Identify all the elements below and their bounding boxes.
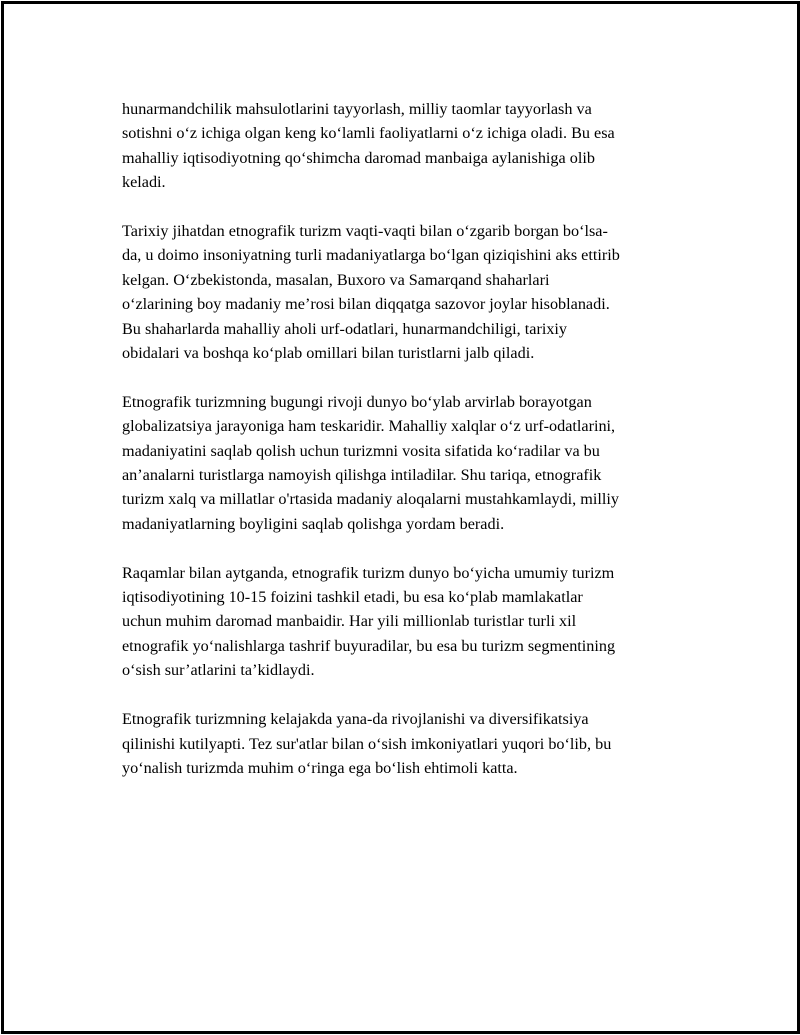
text-line: madaniyatini saqlab qolish uchun turizmni vosita sifatida ko‘radilar va bu (122, 441, 600, 460)
text-line: yo‘nalish turizmda muhim o‘ringa ega bo‘lish ehtimoli katta. (122, 758, 518, 777)
text-line: o‘zlarining boy madaniy me’rosi bilan diqqatga sazovor joylar hisoblanadi. (122, 295, 610, 314)
text-line: da, u doimo insoniyatning turli madaniyatlarga bo‘lgan qiziqishini aks ettirib (122, 246, 620, 265)
text-line: hunarmandchilik mahsulotlarini tayyorlash, milliy taomlar tayyorlash va (122, 100, 592, 118)
text-line: iqtisodiyotining 10-15 foizini tashkil etadi, bu esa ko‘plab mamlakatlar (122, 588, 583, 607)
text-line: Etnografik turizmning kelajakda yana-da rivojlanishi va diversifikatsiya (122, 710, 589, 729)
page-border (1, 1, 800, 1034)
text-line: Bu shaharlarda mahalliy aholi urf-odatlari, hunarmandchiligi, tarixiy (122, 319, 568, 338)
text-line: obidalari va boshqa ko‘plab omillari bilan turistlarni jalb qiladi. (122, 344, 535, 363)
paragraph-4 (122, 561, 690, 683)
text-line: uchun muhim daromad manbaidir. Har yili millionlab turistlar turli xil (122, 612, 577, 631)
text-line: qilinishi kutilyapti. Tez sur'atlar bilan o‘sish imkoniyatlari yuqori bo‘lib, bu (122, 734, 612, 753)
text-line: Tarixiy jihatdan etnografik turizm vaqti-vaqti bilan o‘zgarib borgan bo‘lsa- (122, 222, 608, 241)
text-line: turizm xalq va millatlar o'rtasida madaniy aloqalarni mustahkamlaydi, milliy (122, 490, 619, 509)
text-line: an’analarni turistlarga namoyish qilishga intiladilar. Shu tariqa, etnografik (122, 466, 602, 485)
paragraph-2 (122, 219, 690, 365)
text-line: etnografik yo‘nalishlarga tashrif buyuradilar, bu esa bu turizm segmentining (122, 636, 616, 655)
text-line: sotishni o‘z ichiga olgan keng ko‘lamli faoliyatlarni o‘z ichiga oladi. Bu esa (122, 124, 615, 143)
paragraph-1 (122, 97, 690, 195)
text-line: o‘sish sur’atlarini ta’kidlaydi. (122, 661, 315, 680)
text-line: globalizatsiya jarayoniga ham teskaridir. Mahalliy xalqlar o‘z urf-odatlarini, (122, 417, 616, 436)
paragraph-3 (122, 390, 690, 536)
document-body (122, 97, 690, 780)
text-line: Raqamlar bilan aytganda, etnografik turizm dunyo bo‘yicha umumiy turizm (122, 563, 615, 582)
text-line: mahalliy iqtisodiyotning qo‘shimcha daromad manbaiga aylanishiga olib (122, 148, 595, 167)
paragraph-5 (122, 707, 690, 780)
text-line: madaniyatlarning boyligini saqlab qolishga yordam beradi. (122, 514, 505, 533)
text-line: kelgan. O‘zbekistonda, masalan, Buxoro va Samarqand shaharlari (122, 270, 550, 289)
text-line: Etnografik turizmning bugungi rivoji dunyo bo‘ylab arvirlab borayotgan (122, 392, 592, 411)
text-line: keladi. (122, 173, 166, 192)
